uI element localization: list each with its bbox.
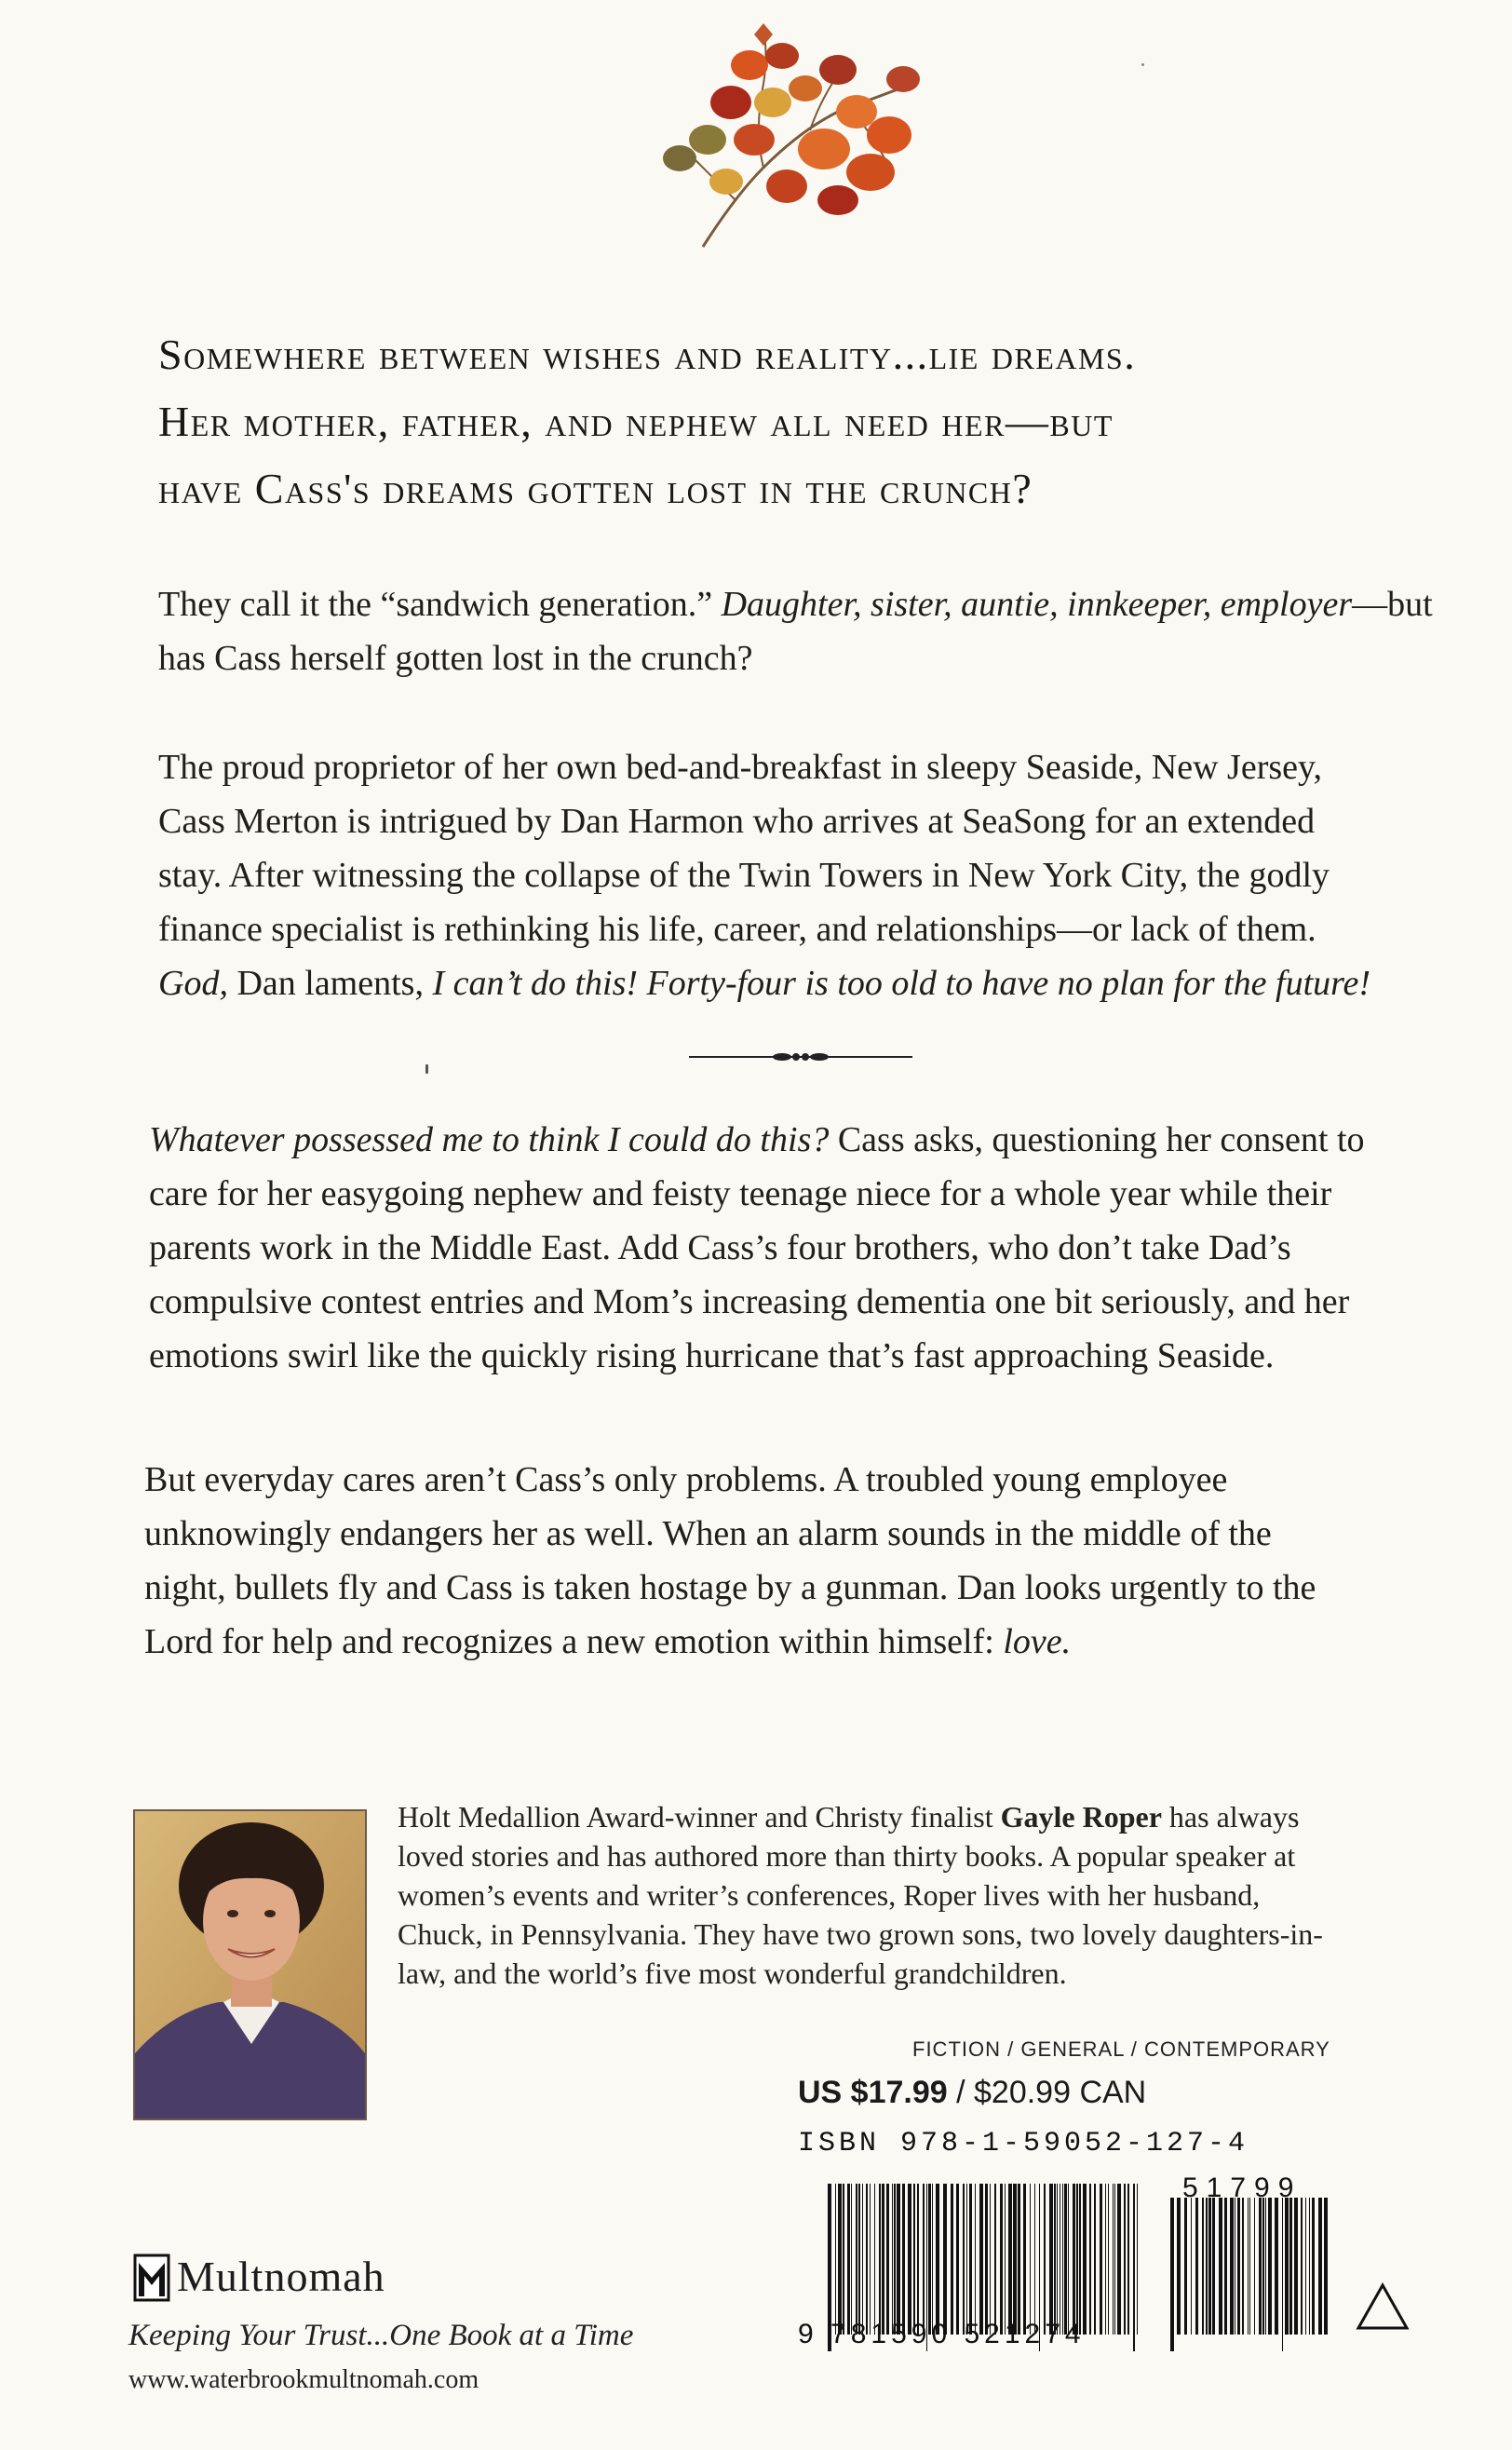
barcode-bar: [1242, 2198, 1244, 2335]
text-line: The proud proprietor of her own bed-and-breakfast in sleepy Seaside, New Jersey,: [158, 748, 1323, 787]
barcode-bar: [1212, 2198, 1215, 2335]
barcode-bar: [917, 2184, 919, 2335]
barcode-bar: [1305, 2198, 1306, 2335]
barcode-bar: [882, 2184, 884, 2335]
text-line: Cass Merton is intrigued by Dan Harmon who arrives at SeaSong for an extended: [158, 802, 1316, 841]
text-line: law, and the world’s five most wonderful grandchildren.: [398, 1956, 1067, 1990]
stray-mark: [425, 1064, 428, 1074]
text-line: Chuck, in Pennsylvania. They have two grown sons, two lovely daughters-in-: [398, 1917, 1323, 1951]
barcode-bar: [913, 2184, 915, 2335]
barcode-bar: [1206, 2198, 1208, 2335]
author-portrait-image: [135, 1811, 365, 2118]
barcode-bar: [975, 2184, 976, 2335]
publisher-tagline: Keeping Your Trust...One Book at a Time: [128, 2319, 634, 2352]
barcode-bar: [1100, 2184, 1102, 2335]
barcode-bar: [990, 2184, 991, 2335]
barcode-bar: [1105, 2184, 1106, 2335]
barcode-bar: [886, 2184, 889, 2335]
barcode-bar: [951, 2184, 953, 2335]
barcode-bar: [1285, 2198, 1289, 2335]
blurb-paragraph-3: [149, 1113, 1365, 1383]
barcode-bar: [1309, 2198, 1310, 2335]
italic-span: love.: [1003, 1622, 1072, 1661]
barcode-bar: [1289, 2198, 1292, 2335]
barcode-bar: [870, 2184, 871, 2335]
barcode-bar: [1268, 2198, 1272, 2335]
barcode-bar: [1023, 2184, 1026, 2335]
barcode-bar: [1000, 2184, 1003, 2335]
barcode-bar: [1248, 2198, 1249, 2335]
barcode-bar: [1117, 2184, 1121, 2335]
barcode-bar: [956, 2184, 959, 2335]
isbn-label: ISBN 978-1-59052-127-4: [798, 2128, 1249, 2159]
barcode-bar: [1114, 2184, 1115, 2335]
barcode-bar: [1312, 2198, 1315, 2335]
barcode-bar: [1008, 2184, 1012, 2335]
barcode-bar: [1005, 2184, 1006, 2335]
text-span: Cass asks, questioning her consent to: [829, 1120, 1365, 1159]
text-line: loved stories and has authored more than thirty books. A popular speaker at: [398, 1839, 1296, 1873]
can-price: / $20.99 CAN: [947, 2075, 1147, 2110]
barcode-bar: [966, 2184, 967, 2335]
barcode-bar: [1034, 2184, 1035, 2335]
text-span: has always: [1161, 1800, 1300, 1834]
barcode-bar: [1184, 2198, 1187, 2335]
multnomah-logo-icon: [133, 2254, 170, 2302]
text-span: —but: [1352, 585, 1433, 624]
barcode-bar: [1062, 2184, 1063, 2335]
barcode-bar: [932, 2184, 933, 2335]
headline-line-2: Her mother, father, and nephew all need her—but: [158, 398, 1114, 445]
text-line: care for her easygoing nephew and feisty teenage niece for a whole year while their: [149, 1174, 1332, 1213]
barcode-bar: [866, 2184, 868, 2335]
barcode-bar: [1044, 2184, 1046, 2335]
barcode-bar: [1030, 2184, 1031, 2335]
text-line: But everyday cares aren’t Cass’s only problems. A troubled young employee: [144, 1460, 1228, 1499]
barcode-bar: [835, 2184, 836, 2335]
barcode-bar: [1259, 2198, 1262, 2335]
barcode-bar: [1079, 2184, 1081, 2335]
barcode-bar: [1170, 2198, 1174, 2351]
barcode-bar: [1265, 2198, 1266, 2335]
barcode-bar: [851, 2184, 852, 2335]
barcode-bar: [1224, 2198, 1227, 2335]
barcode-bar: [994, 2184, 996, 2335]
barcode-bar: [1064, 2184, 1067, 2335]
barcode-bar: [1137, 2184, 1138, 2335]
barcode-bar: [1083, 2184, 1087, 2335]
barcode-bar: [985, 2184, 988, 2335]
barcode-bar: [858, 2184, 860, 2335]
barcode-bar: [1275, 2198, 1278, 2335]
barcode-bar: [874, 2184, 875, 2335]
barcode-bar: [936, 2184, 939, 2335]
barcode-bar: [1324, 2198, 1328, 2335]
barcode-bar: [1294, 2198, 1298, 2335]
barcode-bar: [969, 2184, 972, 2335]
barcode-bar: [1068, 2184, 1069, 2335]
text-line: night, bullets fly and Cass is taken hostage by a gunman. Dan looks urgently to the: [144, 1568, 1316, 1607]
barcode-bar: [1113, 2184, 1114, 2335]
italic-span: God,: [158, 964, 237, 1003]
barcode-bar: [923, 2184, 925, 2335]
italic-span: Daughter, sister, auntie, innkeeper, employer: [721, 585, 1353, 624]
barcode-bar: [979, 2184, 983, 2335]
text-line: parents work in the Middle East. Add Cass’s four brothers, who don’t take Dad’s: [149, 1228, 1291, 1267]
headline: [158, 321, 1452, 522]
stray-speck: [1141, 63, 1144, 66]
barcode-bar: [1124, 2184, 1126, 2335]
publisher-name: Multnomah: [177, 2253, 385, 2300]
barcode-bar: [879, 2184, 881, 2335]
barcode-bar: [843, 2184, 844, 2335]
barcode-bar: [1013, 2184, 1017, 2335]
barcode-bar: [1073, 2184, 1075, 2335]
barcode-bar: [1133, 2184, 1135, 2351]
barcode-bar: [1094, 2184, 1096, 2335]
barcode-bar: [847, 2184, 850, 2335]
barcode-bar: [1049, 2184, 1053, 2335]
barcode-bar: [928, 2184, 931, 2335]
italic-span: Whatever possessed me to think I could do this?: [149, 1120, 830, 1159]
price-barcode-digits: 51799: [1182, 2173, 1303, 2203]
blurb-paragraph-2: [158, 740, 1370, 1010]
barcode-bar: [1089, 2184, 1091, 2335]
text-line: finance specialist is rethinking his life, career, and relationships—or lack of them.: [158, 910, 1316, 949]
barcode-bar: [1208, 2198, 1211, 2335]
triangle-icon: [1355, 2281, 1411, 2333]
text-span: Dan laments,: [236, 964, 433, 1003]
barcode-bar: [1230, 2198, 1234, 2335]
text-line: women’s events and writer’s conferences, Roper lives with her husband,: [398, 1878, 1261, 1912]
barcode-bar: [1076, 2184, 1078, 2335]
price-barcode: [1167, 2198, 1330, 2351]
text-span: Lord for help and recognizes a new emotion within himself:: [144, 1622, 1004, 1661]
barcode-bar: [1191, 2198, 1192, 2335]
barcode-bar: [963, 2184, 965, 2335]
barcode-bar: [838, 2184, 842, 2335]
text-line: emotions swirl like the quickly rising hurricane that’s fast approaching Seaside.: [149, 1336, 1275, 1375]
blurb-paragraph-4: [144, 1453, 1316, 1669]
us-price: US $17.99: [798, 2075, 948, 2110]
barcode-bar: [943, 2184, 947, 2335]
barcode-bar: [1219, 2198, 1222, 2335]
blurb-paragraph-1: [158, 577, 1433, 685]
text-span: They call it the “sandwich generation.”: [158, 585, 722, 624]
author-photo: [133, 1809, 367, 2120]
barcode-bar: [1057, 2184, 1058, 2335]
barcode-bar: [1318, 2198, 1322, 2335]
headline-line-3: have Cass's dreams gotten lost in the crunch?: [158, 465, 1033, 512]
barcode-bar: [1177, 2198, 1181, 2335]
barcode-bar: [894, 2184, 896, 2335]
barcode-bar: [1301, 2198, 1303, 2335]
barcode-bar: [892, 2184, 893, 2335]
barcode-bar: [1249, 2198, 1250, 2335]
barcode-bar: [1254, 2198, 1255, 2335]
text-line: has Cass herself gotten lost in the crunch?: [158, 639, 753, 678]
author-name: Gayle Roper: [1000, 1800, 1162, 1834]
barcode-bar: [902, 2184, 905, 2335]
text-span: Holt Medallion Award-winner and Christy finalist: [398, 1800, 1001, 1834]
category-label: FICTION / GENERAL / CONTEMPORARY: [912, 2037, 1330, 2061]
publisher-website: www.waterbrookmultnomah.com: [128, 2365, 479, 2394]
italic-span: I can’t do this! Forty-four is too old to have no plan for the future!: [432, 964, 1371, 1003]
author-bio: [398, 1797, 1450, 1993]
barcode-bar: [1054, 2184, 1056, 2335]
barcode-bar: [1262, 2198, 1264, 2335]
text-line: stay. After witnessing the collapse of the Twin Towers in New York City, the godly: [158, 856, 1330, 895]
barcode-bar: [897, 2184, 900, 2335]
barcode-bar: [1202, 2198, 1204, 2335]
barcode-digits: 9 781590 521274: [798, 2319, 1086, 2349]
text-line: compulsive contest entries and Mom’s increasing dementia one bit seriously, and her: [149, 1282, 1350, 1321]
ornamental-divider: [689, 1048, 912, 1066]
text-line: unknowingly endangers her as well. When an alarm sounds in the middle of the: [144, 1514, 1272, 1553]
autumn-leaves-illustration: [624, 9, 959, 261]
barcode-bar: [1195, 2198, 1198, 2335]
headline-line-1: Somewhere between wishes and reality...lie dreams.: [158, 331, 1137, 378]
barcode-bar: [862, 2184, 863, 2335]
barcode-bar: [856, 2184, 857, 2335]
barcode-bar: [1237, 2198, 1240, 2335]
barcode-bar: [1018, 2184, 1020, 2335]
price-label: [798, 2075, 1146, 2111]
barcode-bar: [908, 2184, 911, 2335]
barcode-bar: [1127, 2184, 1129, 2335]
barcode-bar: [1282, 2198, 1283, 2351]
barcode-bar: [1108, 2184, 1109, 2335]
